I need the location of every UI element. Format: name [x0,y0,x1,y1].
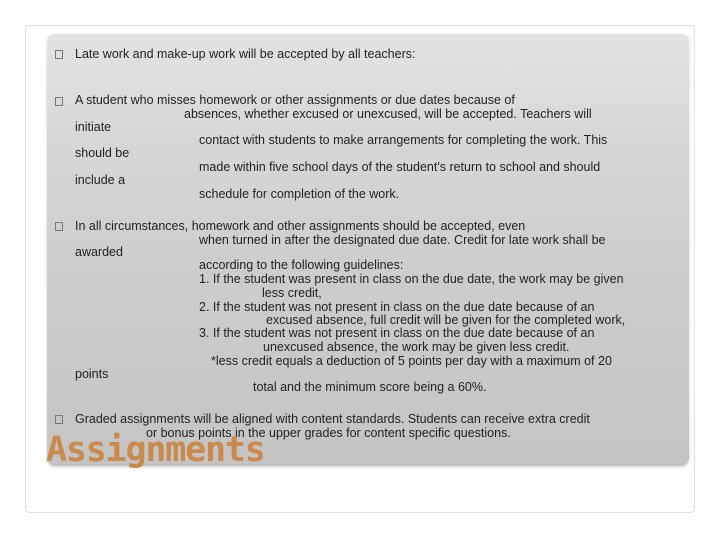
bullet-3-line: unexcused absence, the work may be given less credit. [263,340,570,354]
bullet-3-line: awarded [75,245,123,259]
bullet-3-line: 3. If the student was not present in class on the due date because of an [199,326,595,340]
bullet-3-line: 2. If the student was not present in class on the due date because of an [199,300,595,314]
bullet-1-text: Late work and make-up work will be accepted by all teachers: [75,47,416,61]
bullet-2-line: include a [75,173,126,187]
bullet-4-line: or bonus points in the upper grades for content specific questions. [146,426,511,440]
bullet-3-line: total and the minimum score being a 60%. [253,380,487,394]
square-bullet-icon [55,50,63,59]
slide-title: Assignments [46,430,265,470]
square-bullet-icon [55,222,63,231]
square-bullet-icon [55,97,63,106]
bullet-3-line: In all circumstances, homework and other assignments should be accepted, even [75,219,526,233]
bullet-3-line: excused absence, full credit will be given for the completed work, [266,313,626,327]
bullet-2-line: should be [75,146,130,160]
bullet-2-line: absences, whether excused or unexcused, will be accepted. Teachers will [184,107,592,121]
bullet-4-line: Graded assignments will be aligned with content standards. Students can receive extra credit [75,412,590,426]
bullet-3-line: when turned in after the designated due date. Credit for late work shall be [199,233,606,247]
square-bullet-icon [55,415,63,424]
bullet-2-line: initiate [75,120,112,134]
bullet-2-line: made within five school days of the student's return to school and should [199,160,601,174]
bullet-2-line: A student who misses homework or other assignments or due dates because of [75,93,515,107]
bullet-3-line: *less credit equals a deduction of 5 points per day with a maximum of 20 [211,354,612,368]
bullet-2-line: contact with students to make arrangements for completing the work. This [199,133,608,147]
bullet-3-line: points [75,367,109,381]
bullet-3-line: 1. If the student was present in class on the due date, the work may be given [199,272,624,286]
bullet-3-line: less credit, [262,286,322,300]
bullet-3-line: according to the following guidelines: [199,258,404,272]
bullet-2-line: schedule for completion of the work. [199,187,400,201]
